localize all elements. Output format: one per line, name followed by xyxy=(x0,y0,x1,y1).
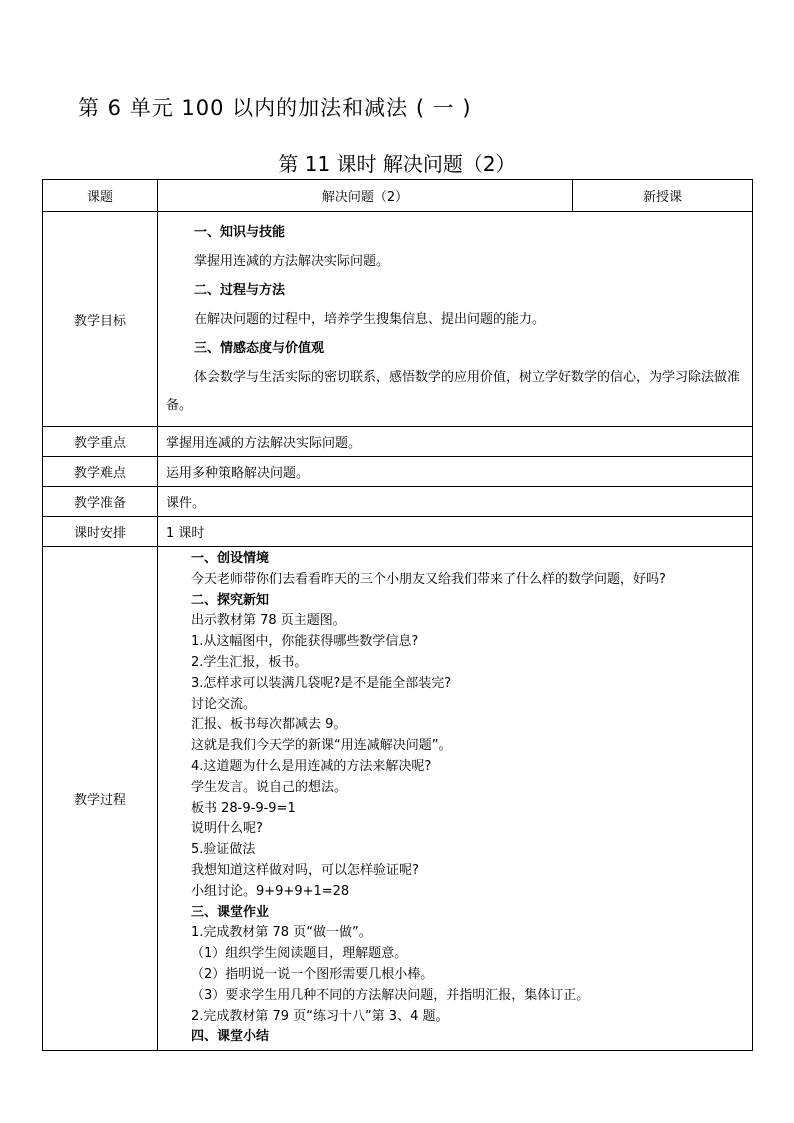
process-line: （1）组织学生阅读题目，理解题意。 xyxy=(191,946,408,962)
process-label: 教学过程 xyxy=(43,547,158,1051)
goals-row xyxy=(43,212,753,427)
process-line: 1.从这幅图中，你能获得哪些数学信息? xyxy=(191,634,419,650)
goal-text-2: 在解决问题的过程中，培养学生搜集信息、提出问题的能力。 xyxy=(194,312,546,327)
process-line: 说明什么呢? xyxy=(191,821,263,837)
process-section-heading: 三、课堂作业 xyxy=(191,904,270,920)
process-line: 讨论交流。 xyxy=(191,696,257,712)
topic-value: 解决问题（2） xyxy=(158,180,573,212)
goals-content xyxy=(158,212,753,427)
process-line: 板书 28-9-9-9=1 xyxy=(191,800,296,816)
process-line: （2）指明说一说一个图形需要几根小棒。 xyxy=(191,966,434,982)
schedule-value: 1 课时 xyxy=(158,517,753,547)
goal-text-1: 掌握用连减的方法解决实际问题。 xyxy=(194,254,390,269)
unit-title: 第 6 单元 100 以内的加法和减法 ( 一 ) xyxy=(78,96,472,120)
process-line: 4.这道题为什么是用连减的方法来解决呢? xyxy=(191,758,432,774)
goal-text-3: 体会数学与生活实际的密切联系，感悟数学的应用价值，树立学好数学的信心，为学习除法做准备。 xyxy=(166,370,741,413)
key-row xyxy=(43,427,753,457)
process-section-heading: 一、创设情境 xyxy=(191,551,270,566)
lesson-title: 第 11 课时 解决问题（2） xyxy=(278,152,516,176)
process-line: 我想知道这样做对吗，可以怎样验证呢? xyxy=(191,862,419,878)
process-line: 小组讨论。9+9+9+1=28 xyxy=(191,883,350,899)
process-lines xyxy=(191,549,744,1048)
process-row xyxy=(43,547,753,1051)
prep-value: 课件。 xyxy=(158,487,753,517)
process-line: 这就是我们今天学的新课“用连减解决问题”。 xyxy=(191,738,452,754)
goal-heading-3: 三、情感态度与价值观 xyxy=(194,341,325,356)
process-line: 2.完成教材第 79 页“练习十八”第 3、4 题。 xyxy=(191,1008,449,1024)
goals-label: 教学目标 xyxy=(43,212,158,427)
difficult-label: 教学难点 xyxy=(43,457,158,487)
process-line: 5.验证做法 xyxy=(191,842,256,858)
process-content xyxy=(158,547,753,1051)
process-section-heading: 四、课堂小结 xyxy=(191,1029,270,1045)
lesson-plan-table xyxy=(42,179,753,1051)
lesson-type: 新授课 xyxy=(573,180,753,212)
key-value: 掌握用连减的方法解决实际问题。 xyxy=(158,427,753,457)
process-line: 2.学生汇报，板书。 xyxy=(191,654,308,670)
goal-heading-1: 一、知识与技能 xyxy=(194,225,286,240)
process-line: 3.怎样求可以装满几袋呢?是不是能全部装完? xyxy=(191,675,452,691)
schedule-row xyxy=(43,517,753,547)
process-section-heading: 二、探究新知 xyxy=(191,592,270,608)
difficult-row xyxy=(43,457,753,487)
topic-row xyxy=(43,180,753,212)
process-line: 今天老师带你们去看看昨天的三个小朋友又给我们带来了什么样的数学问题，好吗? xyxy=(191,571,666,587)
schedule-label: 课时安排 xyxy=(43,517,158,547)
prep-row xyxy=(43,487,753,517)
goal-heading-2: 二、过程与方法 xyxy=(194,283,286,298)
topic-label: 课题 xyxy=(43,180,158,212)
prep-label: 教学准备 xyxy=(43,487,158,517)
process-line: 学生发言。说自己的想法。 xyxy=(191,779,348,795)
key-label: 教学重点 xyxy=(43,427,158,457)
process-line: （3）要求学生用几种不同的方法解决问题，并指明汇报，集体订正。 xyxy=(191,987,590,1003)
process-line: 1.完成教材第 78 页“做一做”。 xyxy=(191,925,372,941)
process-line: 出示教材第 78 页主题图。 xyxy=(191,613,346,629)
difficult-value: 运用多种策略解决问题。 xyxy=(158,457,753,487)
process-line: 汇报、板书每次都减去 9。 xyxy=(191,717,347,733)
